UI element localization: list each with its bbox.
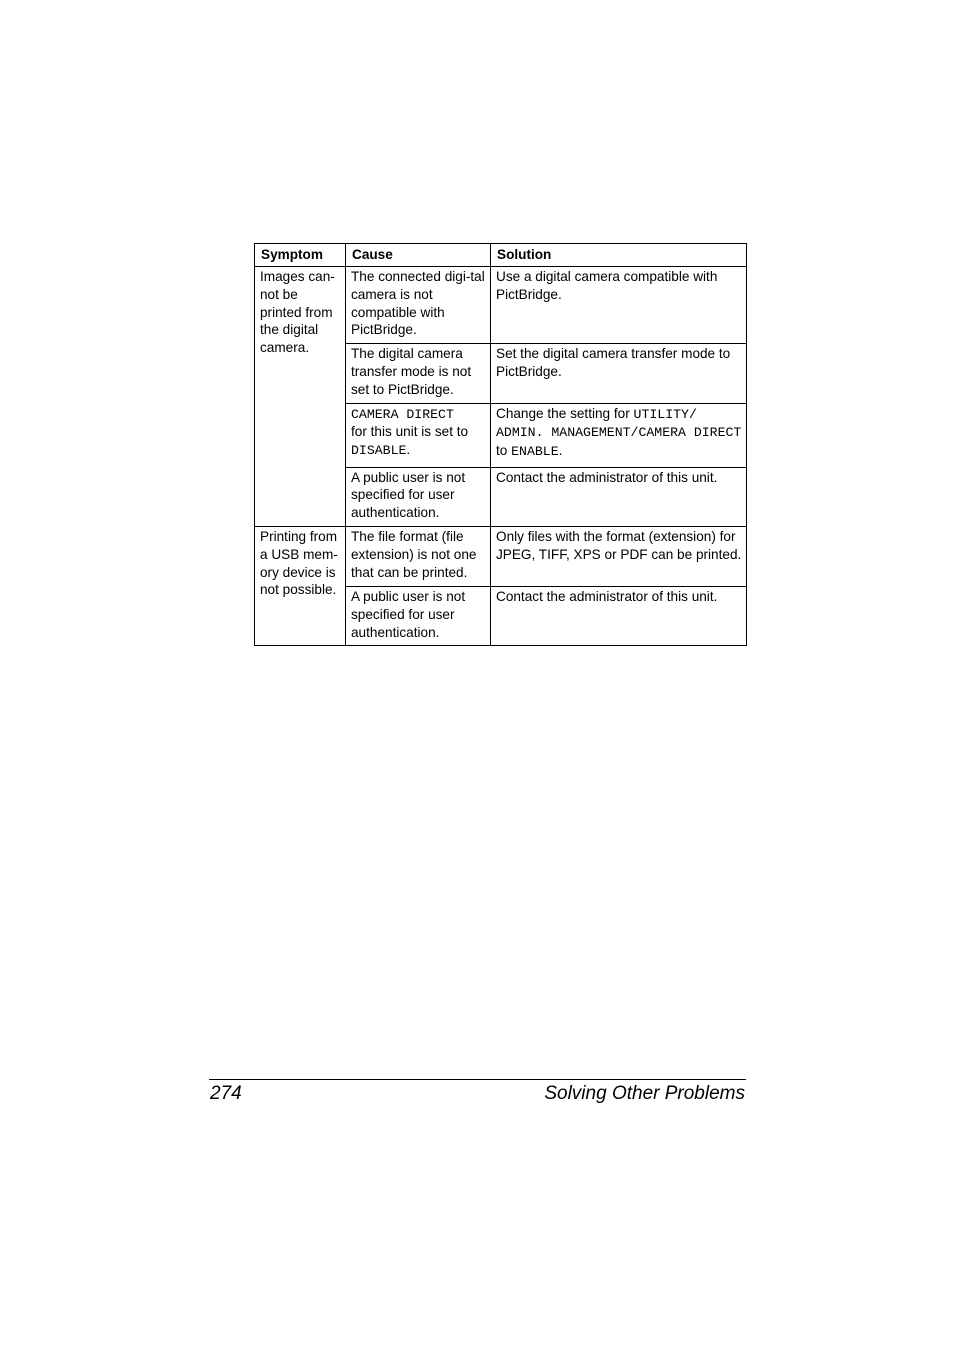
solution-cell (491, 403, 747, 467)
solution-text: Change the setting for (496, 405, 634, 421)
solution-text: to (496, 443, 512, 459)
solution-cell: Only files with the format (extension) for JPEG, TIFF, XPS or PDF can be printed. (491, 526, 747, 586)
solution-text: . (558, 443, 563, 459)
symptom-line: the digital (260, 322, 319, 338)
solution-code: UTILITY/ ADMIN. MANAGEMENT/CAMERA DIRECT (496, 406, 742, 441)
symptom-cell: Printing from a USB mem-ory device is not possible. (255, 526, 346, 645)
footer-divider (209, 1079, 746, 1080)
symptom-line: printed from (260, 304, 333, 320)
cause-text: . (406, 442, 411, 458)
symptom-line: Images can- (260, 269, 335, 284)
cause-cell: A public user is not specified for user authentication. (346, 467, 491, 526)
solution-cell: Use a digital camera compatible with PictBridge. (491, 267, 747, 344)
symptom-line: camera. (260, 340, 310, 356)
cause-cell: A public user is not specified for user authentication. (346, 586, 491, 645)
cause-text: for this unit is set to (351, 424, 469, 440)
page-number: 274 (210, 1083, 242, 1104)
cause-cell: The connected digi-tal camera is not compatible with PictBridge. (346, 267, 491, 344)
footer-section-title: Solving Other Problems (544, 1083, 745, 1104)
header-cause: Cause (346, 244, 491, 267)
symptom-cell (255, 267, 346, 527)
table-row (255, 526, 747, 586)
cause-cell: The file format (file extension) is not one that can be printed. (346, 526, 491, 586)
table-row (255, 267, 747, 344)
table-header-row (255, 244, 747, 267)
header-symptom: Symptom (255, 244, 346, 267)
solution-code: ENABLE (511, 444, 559, 460)
cause-cell: The digital camera transfer mode is not set to PictBridge. (346, 344, 491, 403)
cause-code: DISABLE (351, 443, 407, 459)
symptom-line: not be (260, 286, 298, 302)
cause-code: CAMERA DIRECT (351, 406, 454, 422)
solution-cell: Contact the administrator of this unit. (491, 467, 747, 526)
solution-cell: Set the digital camera transfer mode to PictBridge. (491, 344, 747, 403)
solution-cell: Contact the administrator of this unit. (491, 586, 747, 645)
cause-cell (346, 403, 491, 467)
header-solution: Solution (491, 244, 747, 267)
troubleshooting-table (254, 243, 747, 646)
